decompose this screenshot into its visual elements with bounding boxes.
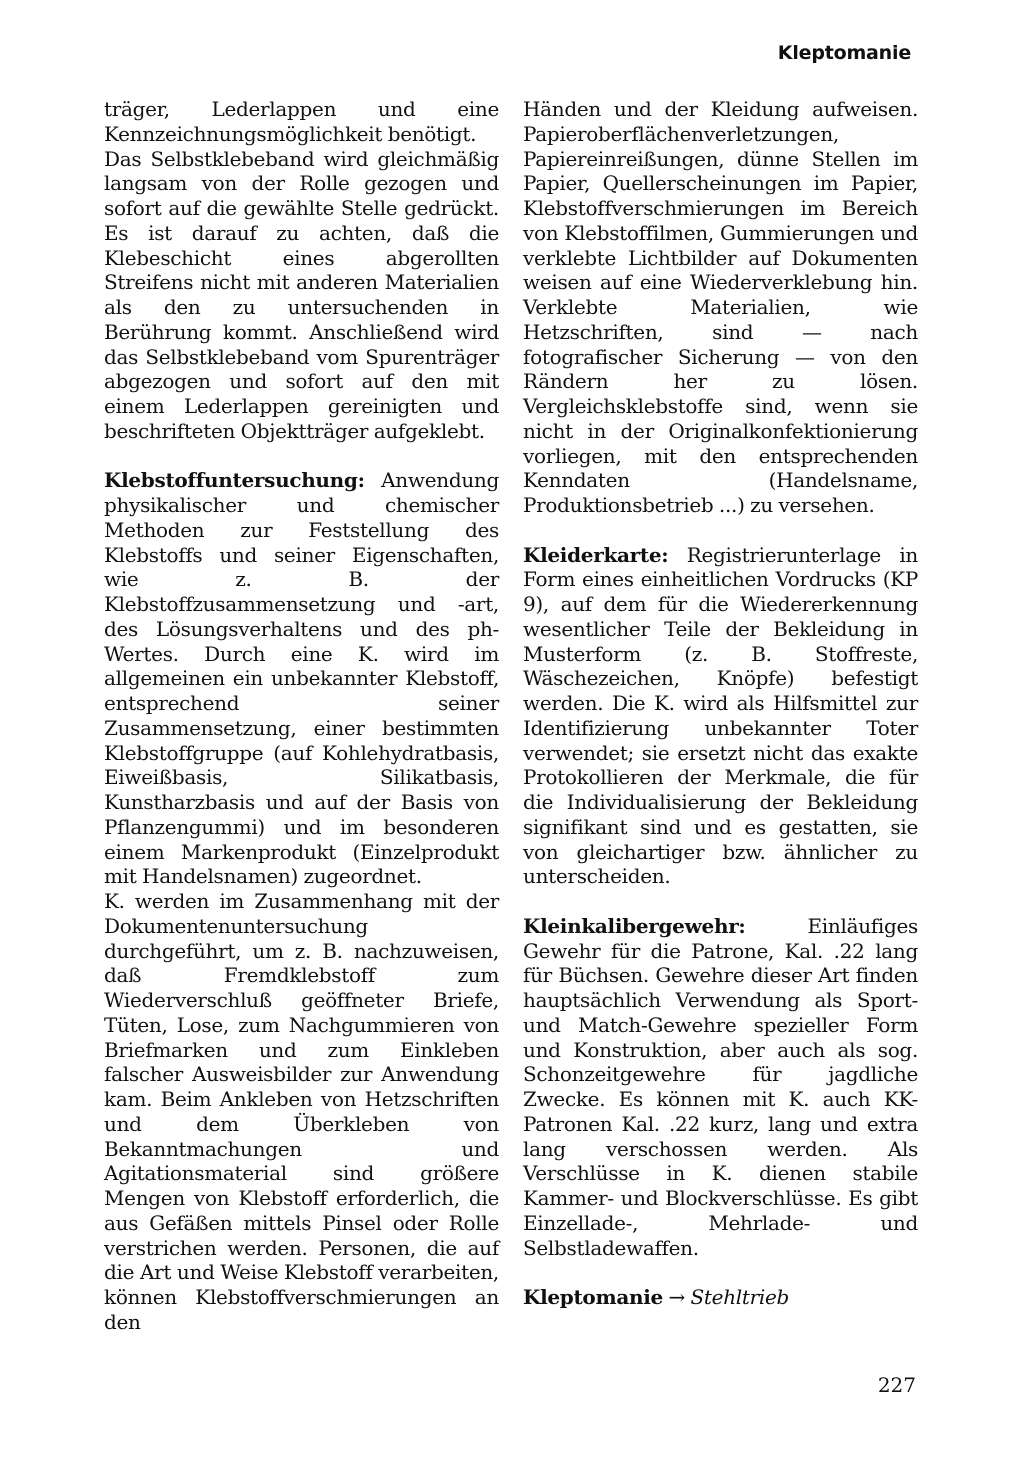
paragraph	[104, 147, 499, 444]
paragraph-text: Händen und der Kleidung aufweisen. Papieroberflächenverletzungen, Papiereinreißungen, dünne Stellen im Papier, Quellerscheinungen im Papier, Klebstoffverschmierungen im Bereich von Klebstoffilmen, Gummierungen und verklebte Lichtbilder auf Dokumenten weisen auf eine Wiederverklebung hin. Verklebte Materialien, wie Hetzschriften, sind — nach fotografischer Sicherung — von den Rändern her zu lösen. Vergleichsklebstoffe sind, wenn sie nicht in der Originalkonfektionierung vorliegen, mit den entsprechenden Kenndaten (Handelsname, Produktionsbetrieb ...) zu versehen.	[523, 97, 918, 517]
paragraph-text: K. werden im Zusammenhang mit der Dokumentenuntersuchung durchgeführt, um z. B. nachzuweisen, daß Fremdklebstoff zum Wiederverschluß geöffneter Briefe, Tüten, Lose, zum Nachgummieren von Briefmarken und zum Einkleben falscher Ausweisbilder zur Anwendung kam. Beim Ankleben von Hetzschriften und dem Überkleben von Bekanntmachungen und Agitationsmaterial sind größere Mengen von Klebstoff erforderlich, die aus Gefäßen mittels Pinsel oder Rolle verstrichen werden. Personen, die auf die Art und Weise Klebstoff verarbeiten, können Klebstoffverschmierungen an den	[104, 889, 499, 1334]
entry-term: Kleiderkarte:	[523, 542, 669, 567]
entry-text: Anwendung physikalischer und chemischer Methoden zur Feststellung des Klebstoffs und seiner Eigenschaften, wie z. B. der Klebstoffzusammensetzung und -art, des Lösungsverhaltens und des ph-Wertes. Durch eine K. wird im allgemeinen ein unbekannter Klebstoff, entsprechend seiner Zusammensetzung, einer bestimmten Klebstoffgruppe (auf Kohlehydratbasis, Eiweißbasis, Silikatbasis, Kunstharzbasis und auf der Basis von Pflanzengummi) und im besonderen einem Markenprodukt (Einzelprodukt mit Handelsnamen) zugeordnet.	[104, 468, 499, 889]
entry-text: Registrierunterlage in Form eines einheitlichen Vordrucks (KP 9), auf dem für die Wiedererkennung wesentlicher Teile der Bekleidung in Musterform (z. B. Stoffreste, Wäschezeichen, Knöpfe) befestigt werden. Die K. wird als Hilfsmittel zur Identifizierung unbekannter Toter verwendet; sie ersetzt nicht das exakte Protokollieren der Merkmale, die für die Individualisierung der Bekleidung signifikant sind und es gestatten, sie von gleichartiger bzw. ähnlicher zu unterscheiden.	[523, 542, 918, 889]
entry-kleinkalibergewehr	[523, 914, 918, 1261]
paragraph	[104, 97, 499, 147]
entry-kleiderkarte	[523, 543, 918, 890]
paragraph	[104, 889, 499, 1335]
paragraph-text: Das Selbstklebeband wird gleichmäßig langsam von der Rolle gezogen und sofort auf die gewählte Stelle gedrückt. Es ist darauf zu achten, daß die Klebeschicht eines abgerollten Streifens nicht mit anderen Materialien als den zu untersuchenden in Berührung kommt. Anschließend wird das Selbstklebeband vom Spurenträger abgezogen und sofort auf den mit einem Lederlappen gereinigten und beschrifteten Objektträger aufgeklebt.	[104, 146, 499, 443]
entry-term: Kleinkalibergewehr:	[523, 913, 746, 938]
entry-kleptomanie	[523, 1285, 918, 1310]
cross-reference-arrow: →	[662, 1285, 691, 1309]
paragraph-text: träger, Lederlappen und eine Kennzeichnungsmöglichkeit benötigt.	[104, 97, 499, 146]
running-header: Kleptomanie	[777, 42, 911, 64]
page-number: 227	[877, 1373, 916, 1397]
entry-term: Kleptomanie	[523, 1285, 663, 1309]
cross-reference-link[interactable]: Stehltrieb	[690, 1285, 790, 1309]
entry-term: Klebstoffuntersuchung:	[104, 468, 365, 493]
right-column	[523, 97, 918, 1310]
left-column	[104, 97, 499, 1335]
entry-klebstoffuntersuchung	[104, 468, 499, 889]
entry-text: Einläufiges Gewehr für die Patrone, Kal. .22 lang für Büchsen. Gewehre dieser Art finden hauptsächlich Verwendung als Sport- und Match-Gewehre spezieller Form und Konstruktion, aber auch als sog. Schonzeitgewehre für jagdliche Zwecke. Es können mit K. auch KK-Patronen Kal. .22 kurz, lang und extra lang verschossen werden. Als Verschlüsse in K. dienen stabile Kammer- und Blockverschlüsse. Es gibt Einzellade-, Mehrlade- und Selbstladewaffen.	[523, 913, 918, 1260]
paragraph	[523, 97, 918, 518]
